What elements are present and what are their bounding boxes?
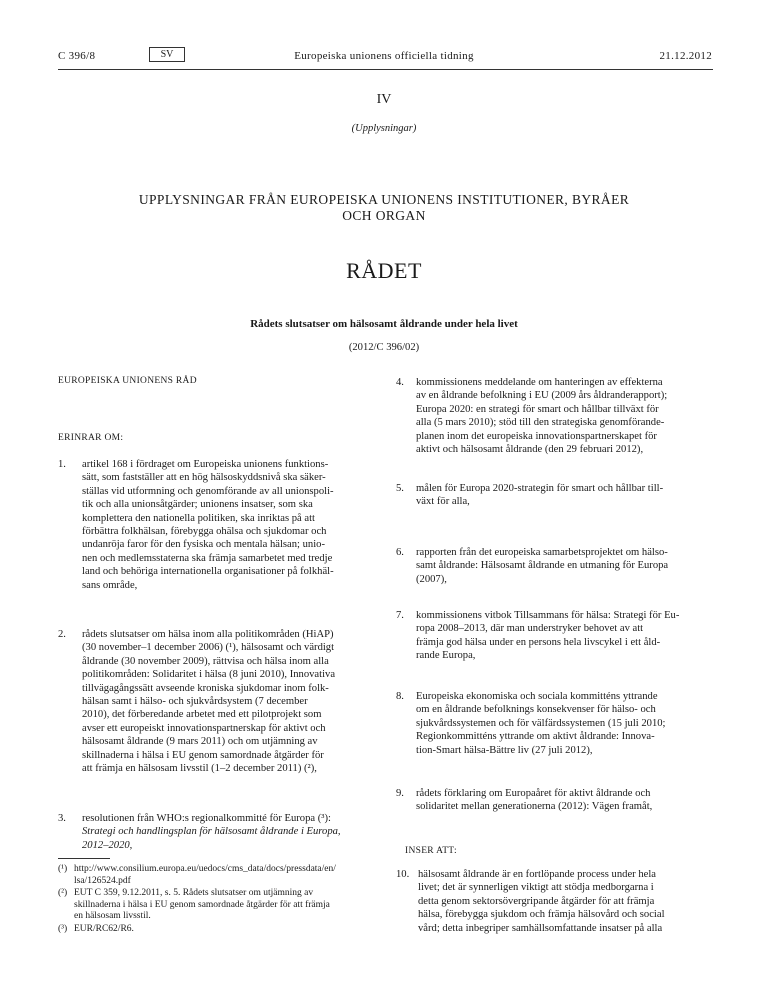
- item-text: målen för Europa 2020-strategin för smart och hållbar till- växt för alla,: [416, 483, 664, 508]
- list-item: [396, 546, 714, 588]
- notes-heading: INSER ATT:: [405, 846, 457, 856]
- document-title: Rådets slutsatser om hälsosamt åldrande under hela livet: [250, 318, 518, 330]
- part-subtitle: (Upplysningar): [351, 123, 417, 134]
- item-number: 2.: [58, 629, 66, 640]
- item-text: kommissionens meddelande om hanteringen av effekterna av en åldrande befolkning i EU (2009 års åldranderapport); Europa 2020: en strategi för smart och hållbar tillväxt för alla (5 mars 2010); stöd till den strategiska genomförande- planen inom det europeiska innovationspartnerskapet för aktivt och hälsosamt åldrande (den 29 februari 2012),: [416, 377, 668, 456]
- footnote: (³) EUR/RC62/R6.: [58, 924, 134, 934]
- item-number: 1.: [58, 459, 66, 470]
- item-number: 5.: [396, 483, 404, 494]
- list-item: [396, 482, 714, 510]
- page-reference: C 396/8: [58, 50, 96, 62]
- item-text: kommissionens vitbok Tillsammans för hälsa: Strategi för Eu- ropa 2008–2013, där man understryker behovet av att främja god hälsa under en persons hela livscykel i ett åld- rande Europa,: [416, 610, 680, 662]
- list-item: [396, 609, 714, 665]
- list-item: [396, 376, 714, 458]
- publication-date: 21.12.2012: [659, 50, 712, 62]
- item-number: 3.: [58, 813, 66, 824]
- item-text: resolutionen från WHO:s regionalkommitté för Europa (³): Strategi och handlingsplan för hälsosamt åldrande i Europa, 2012–2020,: [82, 813, 341, 851]
- header-rule: [58, 69, 713, 70]
- item-text: Europeiska ekonomiska och sociala kommitténs yttrande om en åldrande befolknings konsekvenser för hälso- och sjukvårdssystemen och för välfärdssystemen (15 juli 2010; Regionkommitténs yttrande om aktivt åldrande: Innova- tion-Smart hälsa-Bättre liv (27 juli 2012),: [416, 691, 666, 756]
- footnote-link[interactable]: http://www.consilium.europa.eu/uedocs/cms_data/docs/pressdata/en/: [74, 864, 336, 874]
- recalls-heading: ERINRAR OM:: [58, 433, 124, 443]
- section-title: [0, 192, 768, 224]
- list-item: [396, 787, 714, 815]
- item-number: 6.: [396, 547, 404, 558]
- part-number: IV: [376, 92, 392, 107]
- journal-title: Europeiska unionens officiella tidning: [294, 50, 474, 62]
- item-number: 7.: [396, 610, 404, 621]
- footnote-rule: [58, 858, 110, 859]
- list-item: [396, 868, 714, 938]
- item-text: hälsosamt åldrande är en fortlöpande process under hela livet; det är synnerligen viktigt att stödja medborgarna i detta genom sektorsövergripande åtgärder för att främja hälsa, förebygga sjukdom och främja hälsovård och social vård; detta inbegriper samhällsomfattande insatser på alla: [418, 869, 665, 934]
- language-badge: SV: [149, 47, 185, 62]
- item-number: 9.: [396, 788, 404, 799]
- item-text: rapporten från det europeiska samarbetsprojektet om hälso- samt åldrande: Hälsosamt åldrande en utmaning för Europa (2007),: [416, 547, 669, 585]
- section-title-line-2: OCH ORGAN: [342, 208, 426, 223]
- footnote: (²) EUT C 359, 9.12.2011, s. 5. Rådets slutsatser om utjämning av skillnaderna i hälsa i EU genom samordnade åtgärder för att främja en hälsosam livsstil.: [58, 888, 330, 922]
- item-text: artikel 168 i fördraget om Europeiska unionens funktions- sätt, som fastställer att en hög hälsoskyddsnivå ska säker- ställas vid utformning och genomförande av all unionspoli- tik och alla unionsåtgärder; unionens insatser, som ska komplettera den nationella politiken, ska inriktas på att förbättra folkhälsan, förebygga ohälsa och sjukdomar och undanröja faror för den fysiska och mentala hälsan; unio- nen och medlemsstaterna ska främja samarbetet med tredje land och behöriga internationella organisationer på folkhäl- sans område,: [82, 459, 334, 591]
- council-heading: EUROPEISKA UNIONENS RÅD: [58, 376, 197, 386]
- document-reference: (2012/C 396/02): [348, 342, 420, 353]
- list-item: [58, 458, 374, 598]
- list-item: [396, 690, 714, 760]
- institution-title: RÅDET: [346, 258, 422, 283]
- list-item: [58, 812, 374, 854]
- footnotes: [58, 864, 374, 936]
- footnote: (¹) http://www.consilium.europa.eu/uedocs/cms_data/docs/pressdata/en/ lsa/126524.pdf: [58, 864, 374, 888]
- item-text: rådets slutsatser om hälsa inom alla politikområden (HiAP) (30 november–1 december 2006) (¹), hälsosamt och värdigt åldrande (30 november 2009), rättvisa och hälsa inom alla politikområden: Solidaritet i hälsa (8 juni 2010), Innovativa tillvägagångssätt avseende kroniska sjukdomar inom folk- hälsan samt i hälso- och sjukvårdsystem (7 december 2010), det förberedande arbetet med ett pilotprojekt som avser ett europeiskt innovationspartnerskap för aktivt och hälsosamt åldrande (9 mars 2011) och om utjämning av skillnaderna i hälsa i EU genom samordnade åtgärder för att främja en hälsosam livsstil (1–2 december 2011) (²),: [82, 629, 336, 775]
- item-number: 4.: [396, 377, 404, 388]
- item-number: 8.: [396, 691, 404, 702]
- item-number: 10.: [396, 869, 410, 880]
- section-title-line-1: UPPLYSNINGAR FRÅN EUROPEISKA UNIONENS INSTITUTIONER, BYRÅER: [138, 192, 630, 207]
- list-item: [58, 628, 374, 778]
- item-text: rådets förklaring om Europaåret för aktivt åldrande och solidaritet mellan generationerna (2012): Vägen framåt,: [416, 788, 653, 813]
